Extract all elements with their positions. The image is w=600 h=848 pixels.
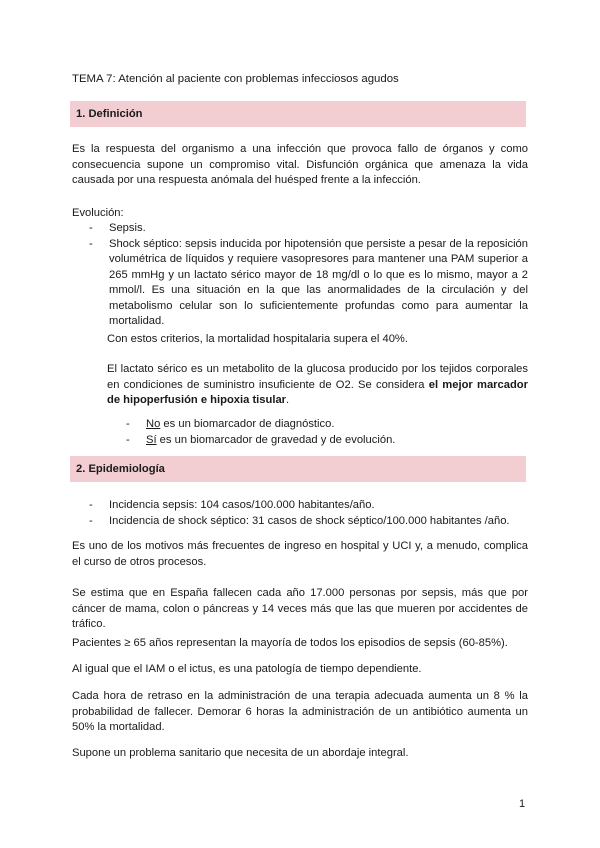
mortalidad-text: Con estos criterios, la mortalidad hospitalaria supera el 40%. [107, 333, 408, 345]
incidencia-list [89, 498, 528, 529]
section-heading-text: 1. Definición [76, 108, 143, 120]
marcador-list [126, 417, 528, 448]
section-heading-definicion [70, 101, 526, 127]
epidemiologia-paragraph: Cada hora de retraso en la administración de una terapia adecuada aumenta un 8 % la probabilidad de fallecer. Demorar 6 horas la administración de un antibiótico aumenta un 50% la mortalidad. [72, 690, 528, 733]
evolucion-list [89, 221, 528, 330]
epidemiologia-paragraph: Es uno de los motivos más frecuentes de ingreso en hospital y UCI y, a menudo, complica el curso de otros procesos. [72, 540, 528, 568]
list-item: - Sí es un biomarcador de gravedad y de evolución. [126, 433, 396, 446]
list-item: - No es un biomarcador de diagnóstico. [126, 418, 335, 430]
lactato-paragraph: El lactato sérico es un metabolito de la glucosa producido por los tejidos corporales en condiciones de suministro insuficiente de O2. Se considera el mejor marcador de hipoperfusión e hipoxia tisular. [107, 363, 528, 406]
definicion-intro: Es la respuesta del organismo a una infección que provoca fallo de órganos y como consecuencia supone un compromiso vital. Disfunción orgánica que amenaza la vida causada por una respuesta anómala del huésped frente a la infección. [72, 143, 528, 186]
list-item: - Shock séptico: sepsis inducida por hipotensión que persiste a pesar de la reposición volumétrica de líquidos y requiere vasopresores para mantener una PAM superior a 265 mmHg y un lactato sérico mayor de 18 mg/dl o lo que es lo mismo, mayor a 2 mmol/l. Es una situación en la que las anormalidades de la circulación y del metabolismo celular son lo suficientemente profundas como para aumentar la mortalidad. [89, 237, 528, 327]
evolucion-label: Evolución: [72, 207, 124, 219]
epidemiologia-paragraph: Supone un problema sanitario que necesita de un abordaje integral. [72, 747, 409, 759]
list-item: - Incidencia de shock séptico: 31 casos de shock séptico/100.000 habitantes /año. [89, 514, 510, 527]
lactato-bold: el mejor marcador de hipoperfusión e hipoxia tisular [107, 378, 528, 406]
epidemiologia-paragraph: Al igual que el IAM o el ictus, es una patología de tiempo dependiente. [72, 663, 422, 675]
document-title: TEMA 7: Atención al paciente con problemas infecciosos agudos [72, 73, 399, 85]
list-item: - Sepsis. [89, 222, 146, 234]
epidemiologia-paragraph: Pacientes ≥ 65 años representan la mayoría de todos los episodios de sepsis (60-85%). [72, 637, 508, 649]
section-heading-epidemiologia [70, 456, 526, 482]
epidemiologia-paragraph: Se estima que en España fallecen cada año 17.000 personas por sepsis, más que por cáncer de mama, colon o páncreas y 14 veces más que las que mueren por accidentes de tráfico. [72, 587, 528, 630]
list-item: - Incidencia sepsis: 104 casos/100.000 habitantes/año. [89, 499, 375, 511]
page-number: 1 [519, 798, 526, 810]
section-heading-text: 2. Epidemiología [76, 463, 165, 475]
